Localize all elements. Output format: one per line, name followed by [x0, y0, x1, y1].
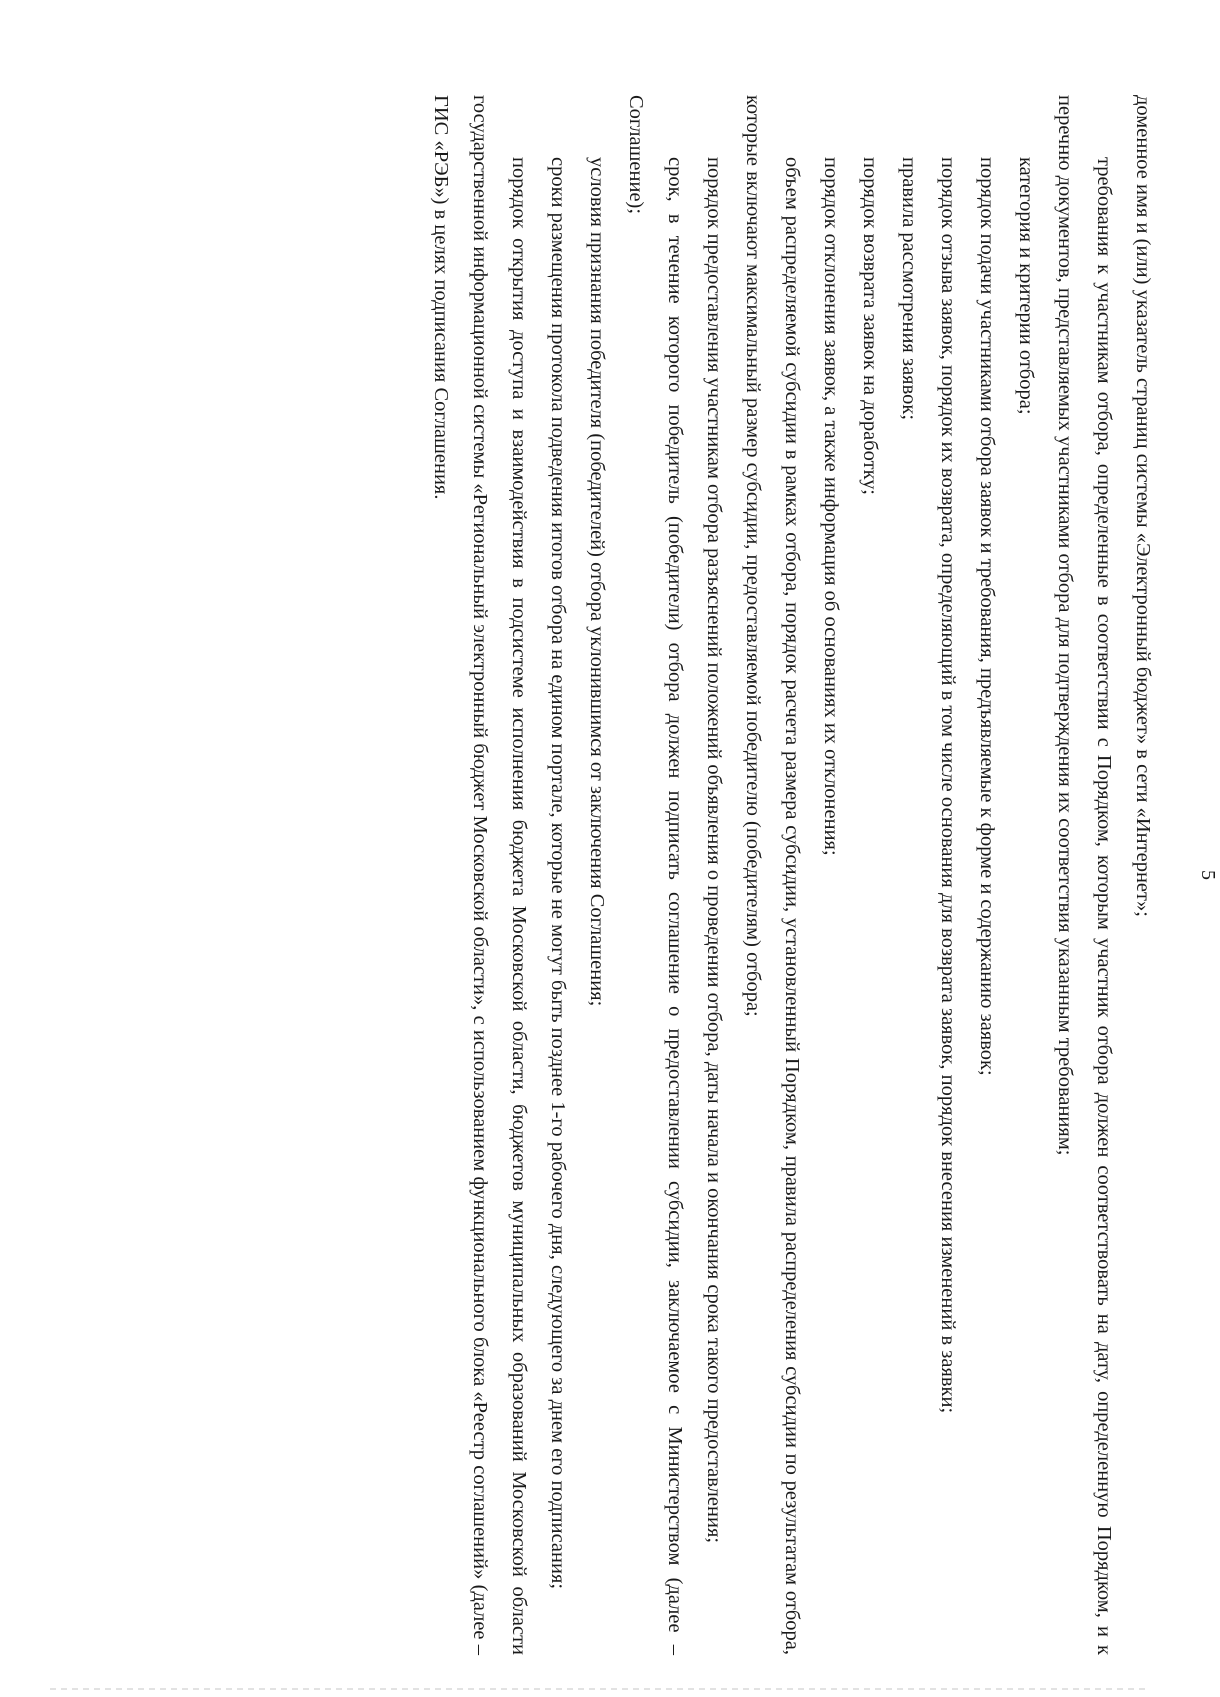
paragraph: объем распределяемой субсидии в рамках отбора, порядок расчета размера субсидии, установленный Порядком, правила распределения субсидии по результатам отбора, которые включают максимальный размер субсидии, предоставляемой победителю (победителям) отбора;: [742, 95, 803, 1655]
paragraph: срок, в течение которого победитель (победители) отбора должен подписать соглашение о предоставлении субсидии, заключаемое с Министерством (далее – Соглашение);: [625, 95, 686, 1655]
paragraph: условия признания победителя (победителей) отбора уклонившимся от заключения Соглашения;: [586, 157, 608, 1007]
page-number: 5: [1197, 870, 1219, 880]
paragraph: порядок отзыва заявок, порядок их возврата, определяющий в том числе основания для возврата заявок, порядок внесения изменений в заявки;: [937, 157, 959, 1414]
paragraph: порядок отклонения заявок, а также информация об основаниях их отклонения;: [820, 157, 842, 856]
document-body: [421, 95, 1162, 1655]
paragraph: сроки размещения протокола подведения итогов отбора на едином портале, которые не могут быть позднее 1-го рабочего дня, следующего за днем его подписания;: [547, 157, 569, 1590]
paragraph: правила рассмотрения заявок;: [898, 157, 920, 421]
paragraph: порядок открытия доступа и взаимодействия в подсистеме исполнения бюджета Московской области, бюджетов муниципальных образований Московской области государственной информационной системы «Региональный электронный бюджет Московской области», с использованием функционального блока «Реестр соглашений» (далее – ГИС «РЭБ») в целях подписания Соглашения.: [430, 95, 530, 1655]
paragraph: порядок предоставления участникам отбора разъяснений положений объявления о проведении отбора, даты начала и окончания срока такого предоставления;: [703, 157, 725, 1544]
paragraph: порядок подачи участниками отбора заявок и требования, предъявляемые к форме и содержанию заявок;: [976, 157, 998, 1076]
scan-artifact-strip: [50, 1688, 1150, 1690]
paragraph: порядок возврата заявок на доработку;: [859, 157, 881, 495]
paragraph: требования к участникам отбора, определенные в соответствии с Порядком, которым участник отбора должен соответствовать на дату, определенную Порядком, и к перечню документов, представляемых участниками отбора для подтверждения их соответствия указанным требованиям;: [1054, 95, 1115, 1655]
paragraph: доменное имя и (или) указатель страниц системы «Электронный бюджет» в сети «Интернет»;: [1132, 95, 1154, 917]
paragraph: категория и критерии отбора;: [1015, 157, 1037, 415]
rotated-page-content: [180, 95, 1220, 1655]
